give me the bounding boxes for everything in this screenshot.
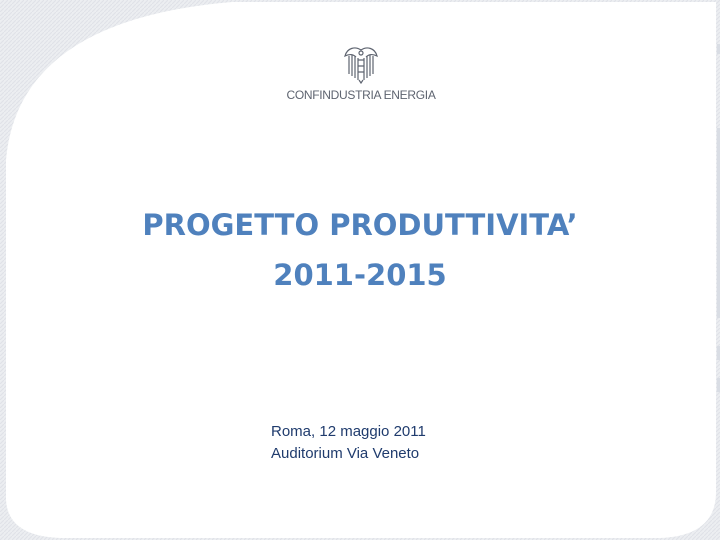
event-place-date: Roma, 12 maggio 2011 <box>271 423 426 440</box>
confindustria-logo <box>276 44 446 102</box>
title-line-2: 2011-2015 <box>273 258 447 292</box>
event-venue: Auditorium Via Veneto <box>271 445 420 462</box>
title-line-1: PROGETTO PRODUTTIVITA’ <box>142 208 578 242</box>
eagle-emblem-icon <box>341 44 381 84</box>
logo-text: CONFINDUSTRIA ENERGIA <box>286 88 436 102</box>
presentation-title <box>60 200 660 300</box>
event-details <box>271 421 426 465</box>
